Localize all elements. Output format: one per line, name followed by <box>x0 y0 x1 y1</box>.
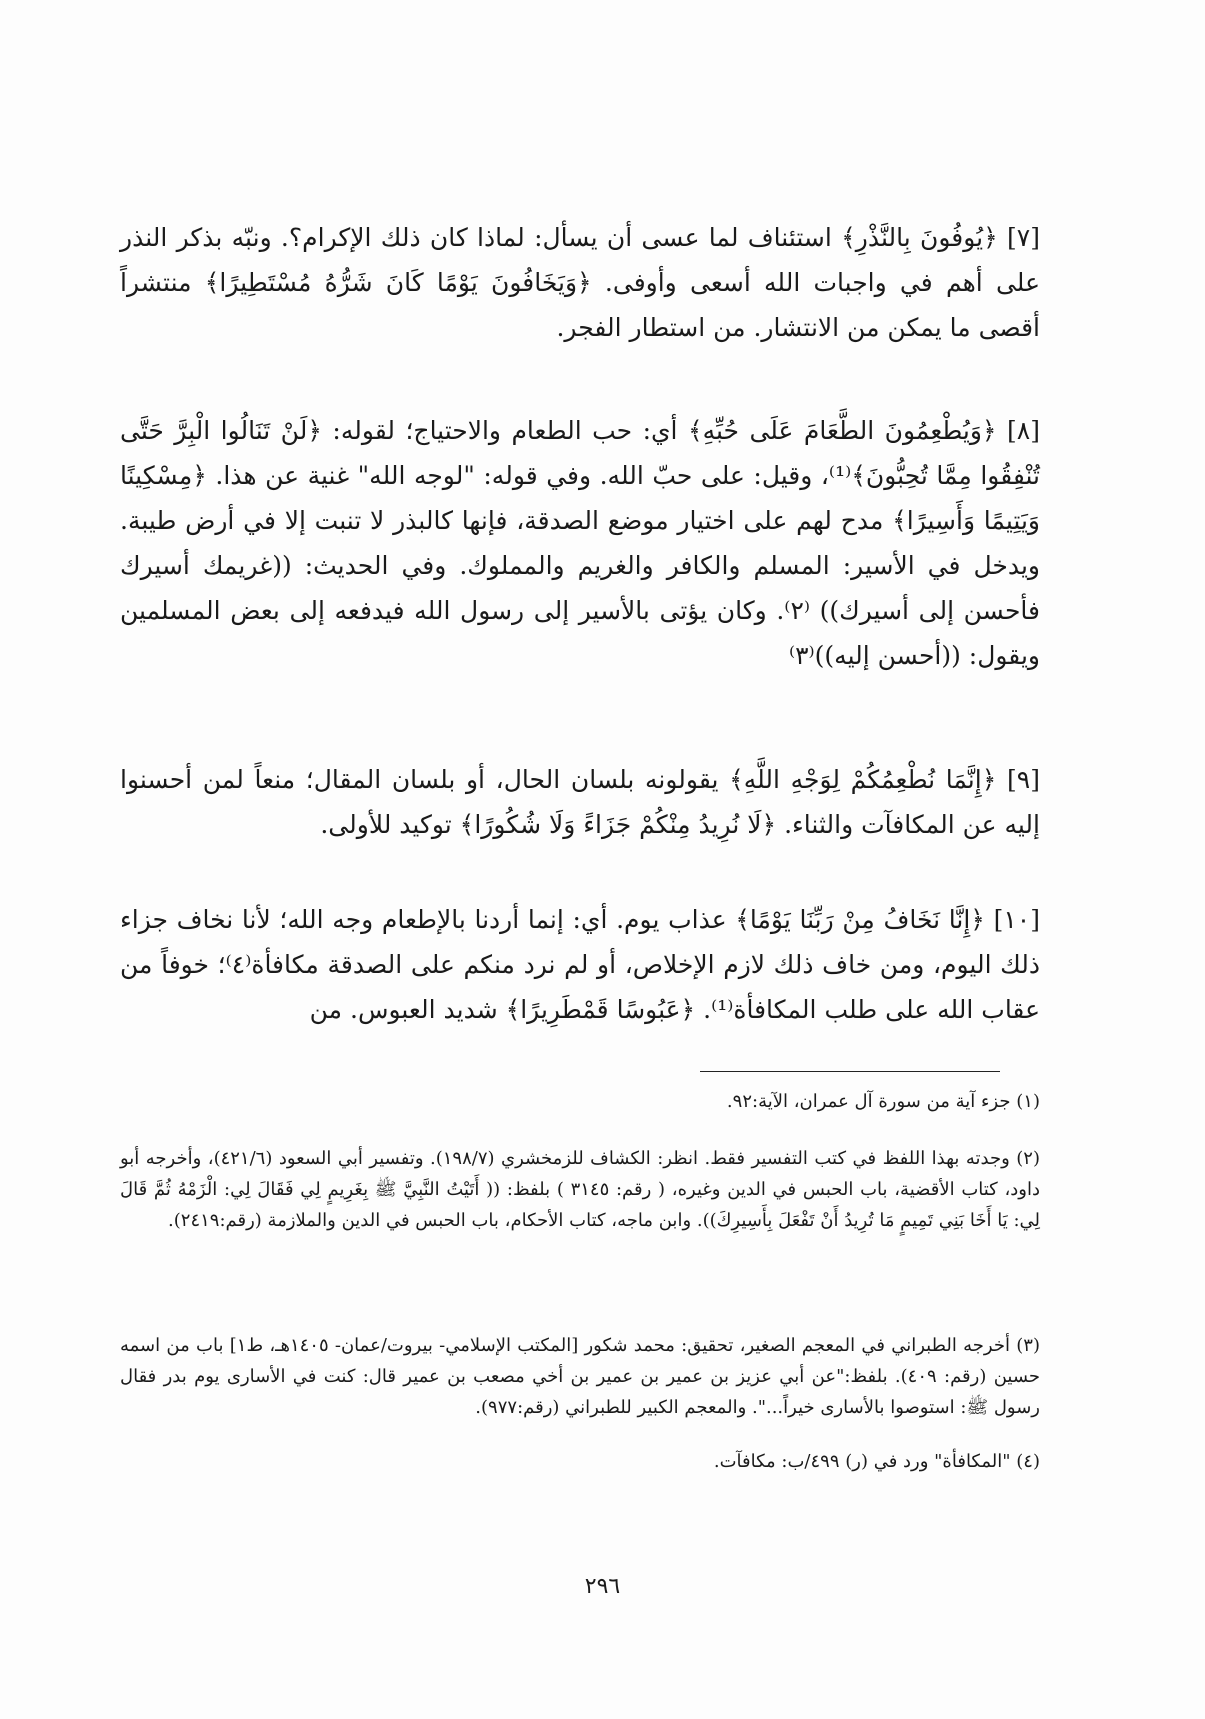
paragraph-text: ﴿إِنَّمَا نُطْعِمُكُمْ لِوَجْهِ اللَّهِ﴾ يقولونه بلسان الحال، أو بلسان المقال؛ منعاً لمن أحسنوا إليه عن المكافآت والثناء. ﴿لَا نُرِيدُ مِنْكُمْ جَزَاءً وَلَا شُكُورًا﴾ توكيد للأولى. <box>120 765 1040 839</box>
paragraph-number: [٧] <box>1007 223 1040 252</box>
footnote-2: (٢) وجدته بهذا اللفظ في كتب التفسير فقط. انظر: الكشاف للزمخشري (١٩٨/٧). وتفسير أبي السعود (٤٢١/٦)، وأخرجه أبو داود، كتاب الأقضية، باب الحبس في الدين وغيره، ( رقم: ٣١٤٥ ) بلفظ: (( أَتَيْتُ النَّبِيَّ ﷺ بِغَرِيمٍ لِي فَقَالَ لِي: الْزَمْهُ ثُمَّ قَالَ لِي: يَا أَخَا بَنِي تَمِيمٍ مَا تُرِيدُ أَنْ تَفْعَلَ بِأَسِيرِكَ)). وابن ماجه، كتاب الأحكام، باب الحبس في الدين والملازمة (رقم:٢٤١٩). <box>120 1148 1040 1231</box>
paragraph-text: ﴿وَيُطْعِمُونَ الطَّعَامَ عَلَى حُبِّهِ﴾ أي: حب الطعام والاحتياج؛ لقوله: ﴿لَنْ تَنَالُوا الْبِرَّ حَتَّى تُنْفِقُوا مِمَّا تُحِبُّونَ﴾⁽¹⁾، وقيل: على حبّ الله. وفي قوله: "لوجه الله" غنية عن هذا. ﴿مِسْكِينًا وَيَتِيمًا وَأَسِيرًا﴾ مدح لهم على اختيار موضع الصدقة، فإنها كالبذر لا تنبت إلا في أرض طيبة. ويدخل في الأسير: المسلم والكافر والغريم والمملوك. وفي الحديث: ((غريمك أسيرك فأحسن إلى أسيرك)) ⁽٢⁾. وكان يؤتى بالأسير إلى رسول الله فيدفعه إلى بعض المسلمين ويقول: ((أحسن إليه))⁽٣⁾ <box>120 416 1040 670</box>
paragraph-text: ﴿إِنَّا نَخَافُ مِنْ رَبِّنَا يَوْمًا﴾ عذاب يوم. أي: إنما أردنا بالإطعام وجه الله؛ لأنا نخاف جزاء ذلك اليوم، ومن خاف ذلك لازم الإخلاص، أو لم نرد منكم على الصدقة مكافأة⁽٤⁾؛ خوفاً من عقاب الله على طلب المكافأة⁽¹⁾. ﴿عَبُوسًا قَمْطَرِيرًا﴾ شديد العبوس. من <box>120 905 1040 1024</box>
footnote-4: (٤) "المكافأة" ورد في (ر) ٤٩٩/ب: مكافآت. <box>713 1451 1040 1472</box>
paragraph-10 <box>120 897 1040 1032</box>
paragraph-text: ﴿يُوفُونَ بِالنَّذْرِ﴾ استئناف لما عسى أن يسأل: لماذا كان ذلك الإكرام؟. ونبّه بذكر النذر على أهم في واجبات الله أسعى وأوفى. ﴿وَيَخَافُونَ يَوْمًا كَانَ شَرُّهُ مُسْتَطِيرًا﴾ منتشراً أقصى ما يمكن من الانتشار. من استطار الفجر. <box>120 223 1040 342</box>
footnote-3: (٣) أخرجه الطبراني في المعجم الصغير، تحقيق: محمد شكور [المكتب الإسلامي- بيروت/عمان- ١٤٠٥هـ، ط١] باب من اسمه حسين (رقم: ٤٠٩). بلفظ:"عن أبي عزيز بن عمير بن عمير بن أخي مصعب بن عمير قال: كنت في الأسارى يوم بدر فقال رسول ﷺ: استوصوا بالأسارى خيراً...". والمعجم الكبير للطبراني (رقم:٩٧٧). <box>120 1335 1041 1418</box>
paragraph-8 <box>120 408 1040 678</box>
paragraph-number: [١٠] <box>993 905 1040 934</box>
footnote-1: (١) جزء آية من سورة آل عمران، الآية:٩٢. <box>726 1091 1040 1112</box>
page-number: ٢٩٦ <box>584 1574 621 1599</box>
paragraph-9 <box>120 757 1040 847</box>
paragraph-7 <box>120 215 1040 350</box>
paragraph-number: [٩] <box>1007 765 1040 794</box>
paragraph-number: [٨] <box>1007 416 1040 445</box>
footnote-separator <box>700 1071 1000 1072</box>
